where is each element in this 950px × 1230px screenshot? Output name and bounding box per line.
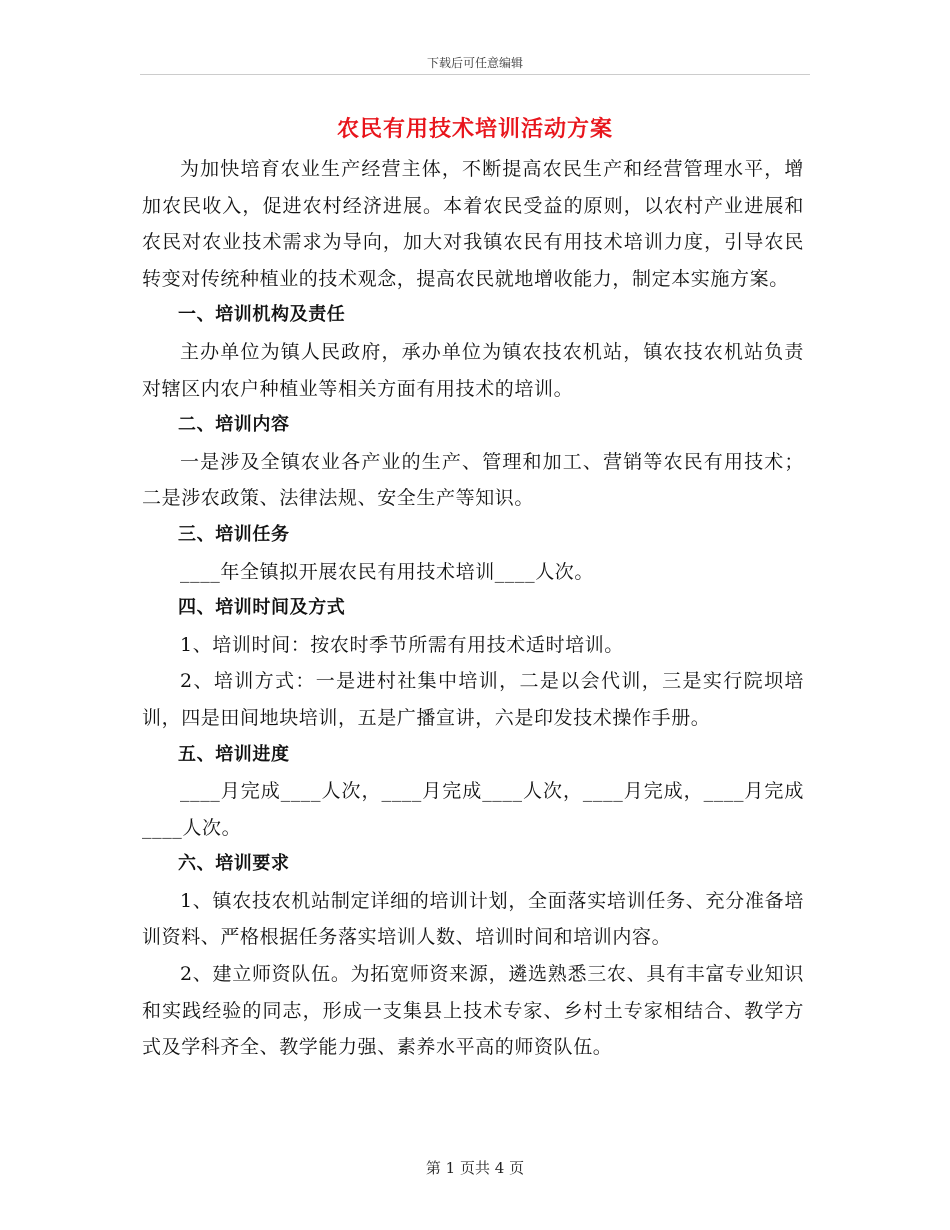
section-heading-3: 三、培训任务 — [178, 523, 290, 545]
section-1-paragraph-1: 主办单位为镇人民政府，承办单位为镇农技农机站，镇农技农机站负责对辖区内农户种植业等相关方面有用技术的培训。 — [142, 340, 804, 400]
section-4-paragraph-2: 2、培训方式：一是进村社集中培训，二是以会代训，三是实行院坝培训，四是田间地块培训，五是广播宣讲，六是印发技术操作手册。 — [142, 670, 804, 729]
section-6-paragraph-2: 2、建立师资队伍。为拓宽师资来源，遴选熟悉三农、具有丰富专业知识和实践经验的同志，形成一支集县上技术专家、乡村土专家相结合、教学方式及学科齐全、教学能力强、素养水平高的师资队伍。 — [142, 963, 804, 1059]
header-rule — [140, 74, 810, 75]
section-5-paragraph-1: ____月完成____人次，____月完成____人次，____月完成，____月完成____人次。 — [142, 780, 804, 839]
header-note: 下载后可任意编辑 — [426, 56, 523, 70]
section-heading-1: 一、培训机构及责任 — [178, 304, 346, 326]
page-number: 第 1 页共 4 页 — [425, 1159, 525, 1177]
section-4-paragraph-1: 1、培训时间：按农时季节所需有用技术适时培训。 — [180, 633, 624, 656]
document-body — [142, 151, 804, 1066]
section-heading-2: 二、培训内容 — [178, 414, 290, 436]
section-3-paragraph-1: ____年全镇拟开展农民有用技术培训____人次。 — [180, 560, 595, 583]
section-heading-5: 五、培训进度 — [178, 743, 290, 765]
section-2-paragraph-1: 一是涉及全镇农业各产业的生产、管理和加工、营销等农民有用技术；二是涉农政策、法律法规、安全生产等知识。 — [142, 450, 804, 510]
section-heading-6: 六、培训要求 — [178, 853, 290, 875]
section-6-paragraph-1: 1、镇农技农机站制定详细的培训计划，全面落实培训任务、充分准备培训资料、严格根据任务落实培训人数、培训时间和培训内容。 — [142, 889, 804, 949]
section-heading-4: 四、培训时间及方式 — [178, 597, 346, 619]
intro-paragraph: 为加快培育农业生产经营主体，不断提高农民生产和经营管理水平，增加农民收入，促进农村经济进展。本着农民受益的原则，以农村产业进展和农民对农业技术需求为导向，加大对我镇农民有用技术培训力度，引导农民转变对传统种植业的技术观念，提高农民就地增收能力，制定本实施方案。 — [142, 158, 804, 290]
document-title: 农民有用技术培训活动方案 — [336, 116, 613, 142]
